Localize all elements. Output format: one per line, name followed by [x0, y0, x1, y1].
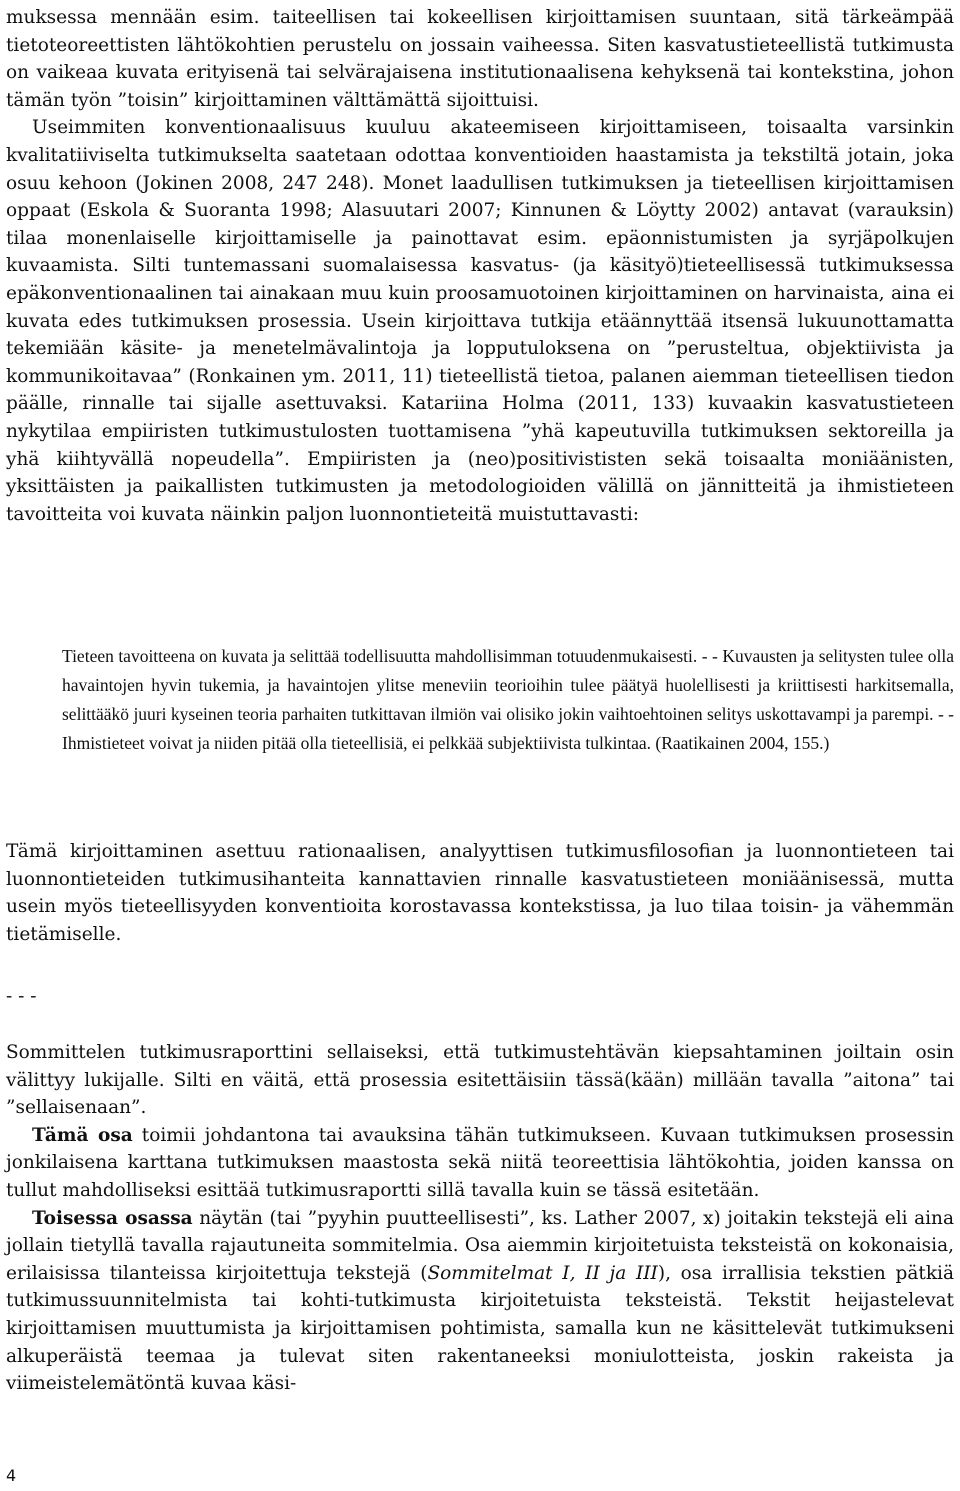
- paragraph-composition: Sommittelen tutkimusraporttini sellaiseksi, että tutkimustehtävän kiepsahtaminen joiltain osin välittyy lukijalle. Silti en väitä, että prosessia esitettäisiin tässä(kään) millään tavalla ”aitona” tai ”sellaisenaan”.: [6, 1042, 954, 1119]
- paragraph-second-part: [6, 1205, 954, 1398]
- upper-text-block: [6, 4, 954, 528]
- section-separator: - - -: [6, 986, 37, 1007]
- italic-term-compositions: Sommitelmat I, II ja III: [427, 1262, 658, 1284]
- paragraph-continuation: muksessa mennään esim. taiteellisen tai kokeellisen kirjoittamisen suuntaan, sitä tärkeämpää tietoteoreettisten lähtökohtien perustelu on jossain vaiheessa. Siten kasvatustieteellistä tutkimusta on vaikeaa kuvata erityisenä tai selvärajaisena institutionaalisena kehyksenä tai kontekstina, johon tämän työn ”toisin” kirjoittaminen välttämättä sijoittuisi.: [6, 7, 954, 111]
- paragraph-second-part-text-a: näytän (tai ”pyyhin puutteellisesti”, ks. Lather 2007, x) joitakin tekstejä eli aina jollain tietyllä tavalla rajautuneita sommitelmia. Osa aiemmin kirjoitetuista teksteistä on kokonaisia, erilaisissa tilanteissa kirjoitettuja tekstejä (: [6, 1207, 955, 1284]
- page-number: 4: [6, 1466, 17, 1485]
- lower-text-block: [6, 1039, 954, 1398]
- bold-term-this-part: Tämä osa: [32, 1124, 133, 1146]
- paragraph-this-part: [6, 1122, 954, 1205]
- paragraph-this-part-text: toimii johdantona tai avauksina tähän tutkimukseen. Kuvaan tutkimuksen prosessin jonkilaisena karttana tutkimuksen maastosta sekä niitä teoreettisia lähtökohtia, joiden kanssa on tullut mahdolliseksi esittää tutkimusraportti sillä tavalla kuin se tässä esitetään.: [6, 1124, 954, 1201]
- paragraph-this-writing: Tämä kirjoittaminen asettuu rationaalisen, analyyttisen tutkimusfilosofian ja luonnontieteen tai luonnontieteiden tutkimusihanteita kannattavien rinnalle kasvatustieteen moniäänisessä, mutta usein myös tieteellisyyden konventioita korostavassa kontekstissa, ja luo tilaa toisin- ja vähemmän tietämiselle.: [6, 841, 954, 945]
- paragraph-positioning: [6, 838, 954, 948]
- paragraph-second-part-text-b: ), osa irrallisia tekstien pätkiä tutkimussuunnitelmista tai kohti-tutkimusta kirjoitetuista teksteistä. Tekstit heijastelevat kirjoittamisen muuttumista ja kirjoittamisen pohtimista, samalla kun ne käsittelevät tutkimukseni alkuperäistä teemaa ja tulevat siten rakentaneeksi moniulotteista, joskin rakeista ja viimeistelemätöntä kuvaa käsi-: [6, 1262, 955, 1395]
- bold-term-second-part: Toisessa osassa: [32, 1207, 193, 1229]
- paragraph-conventionality: Useimmiten konventionaalisuus kuuluu akateemiseen kirjoittamiseen, toisaalta varsinkin kvalitatiiviselta tutkimukselta saatetaan odottaa konventioiden haastamista ja tekstiltä jotain, joka osuu kehoon (Jokinen 2008, 247 248). Monet laadullisen tutkimuksen ja tieteellisen kirjoittamisen oppaat (Eskola & Suoranta 1998; Alasuutari 2007; Kinnunen & Löytty 2002) antavat (varauksin) tilaa monenlaiselle kirjoittamiselle ja painottavat esim. epäonnistumisten ja syrjäpolkujen kuvaamista. Silti tuntemassani suomalaisessa kasvatus- (ja käsityö)tieteellisessä tutkimuksessa epäkonventionaalinen tai ainakaan muu kuin proosamuotoinen kirjoittaminen on harvinaista, aina ei kuvata edes tutkimuksen prosessia. Usein kirjoittava tutkija etäännyttää itsensä lukuunottamatta tekemiään käsite- ja menetelmävalintoja ja lopputuloksena on ”perusteltua, objektiivista ja kommunikoitavaa” (Ronkainen ym. 2011, 11) tieteellistä tietoa, palanen aiemman tieteellisen tiedon päälle, rinnalle tai sijalle asettuvaksi. Katariina Holma (2011, 133) kuvaakin kasvatustieteen nykytilaa empiiristen tutkimustulosten tuottamisena ”yhä kapeutuvilla tutkimuksen sektoreilla ja yhä kiihtyvällä nopeudella”. Empiiristen ja (neo)positivististen sekä toisaalta moniäänisten, yksittäisten ja paikallisten tutkimusten ja metodologioiden välillä on jännitteitä ja ihmistieteen tavoitteita voi kuvata näinkin paljon luonnontieteitä muistuttavasti:: [6, 117, 954, 525]
- block-quote: Tieteen tavoitteena on kuvata ja selittää todellisuutta mahdollisimman totuudenmukaisesti. - - Kuvausten ja selitysten tulee olla havaintojen hyvin tukemia, ja havaintojen ylitse meneviin teorioihin tulee päätyä huolellisesti ja kriittisesti harkitsemalla, selittääkö juuri kyseinen teoria parhaiten tutkittavan ilmiön vai olisiko jokin vaihtoehtoinen selitys uskottavampi ja parempi. - - Ihmistieteet voivat ja niiden pitää olla tieteellisiä, ei pelkkää subjektiivista tulkintaa. (Raatikainen 2004, 155.): [62, 646, 954, 753]
